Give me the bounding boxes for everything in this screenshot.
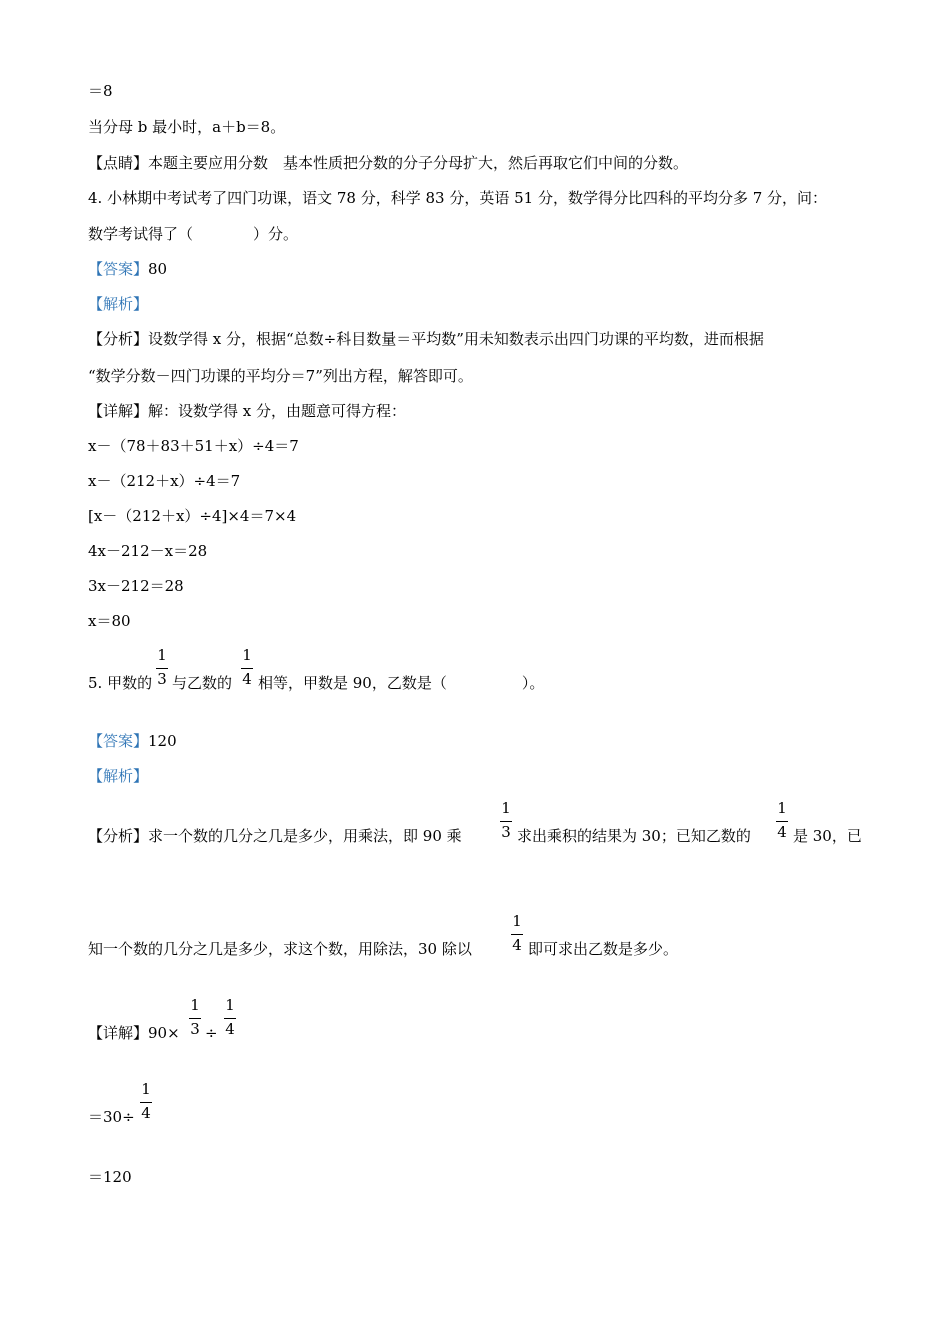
- dianjing-line: [88, 153, 688, 173]
- equation-line-2: x－（212＋x）÷4＝7: [88, 472, 241, 490]
- answer-tag: 【答案】: [88, 260, 149, 278]
- analysis-tag-4: 【解析】: [88, 295, 149, 313]
- equation-line-6: x＝80: [88, 612, 131, 630]
- xiangjie-expression: 90×: [148, 1024, 180, 1042]
- fraction-numerator: 1: [225, 996, 235, 1014]
- fenxi-text: 设数学得 x 分，根据“总数÷科目数量＝平均数”用未知数表示出四门功课的平均数，进而根据: [148, 330, 764, 348]
- fraction-one-third: [500, 799, 512, 841]
- xiangjie-5-line-2: ＝30÷: [88, 1108, 135, 1126]
- fraction-numerator: 1: [501, 799, 511, 817]
- analysis-tag-5: 【解析】: [88, 767, 149, 785]
- xiangjie-4: [88, 401, 406, 421]
- equation-line-5: 3x－212＝28: [88, 577, 184, 595]
- fraction-denominator: 4: [242, 670, 252, 688]
- fraction-one-fourth: [140, 1080, 152, 1122]
- fraction-denominator: 3: [190, 1020, 200, 1038]
- fraction-numerator: 1: [190, 996, 200, 1014]
- question-5-part-2: 与乙数的: [172, 674, 233, 692]
- fraction-denominator: 3: [501, 823, 511, 841]
- fraction-numerator: 1: [512, 912, 522, 930]
- xiangjie-text: 解：设数学得 x 分，由题意可得方程：: [148, 402, 407, 420]
- question-5-part-3: 相等，甲数是 90，乙数是（ ）。: [258, 674, 545, 692]
- fraction-denominator: 4: [777, 823, 787, 841]
- fraction-numerator: 1: [777, 799, 787, 817]
- fraction-one-fourth: [224, 996, 236, 1038]
- xiangjie-tag: 【详解】: [88, 1024, 149, 1042]
- dianjing-tag: 【点睛】: [88, 154, 149, 172]
- fraction-numerator: 1: [242, 646, 252, 664]
- xiangjie-5-line-3: ＝120: [88, 1168, 132, 1186]
- fraction-one-third: [156, 646, 168, 688]
- question-5-part-1: 5. 甲数的: [88, 674, 153, 692]
- fraction-one-fourth: [776, 799, 788, 841]
- fenxi-5-line-2-part-2: 即可求出乙数是多少。: [528, 940, 679, 958]
- fenxi-4-line-1: [88, 329, 764, 349]
- question-4-line-2: 数学考试得了（ ）分。: [88, 225, 299, 243]
- answer-5: [88, 731, 177, 751]
- fenxi-text: 求一个数的几分之几是多少，用乘法，即 90 乘: [148, 827, 462, 845]
- fenxi-tag: 【分析】: [88, 330, 149, 348]
- fenxi-5-line-2-part-1: 知一个数的几分之几是多少，求这个数，用除法，30 除以: [88, 940, 472, 958]
- answer-tag: 【答案】: [88, 732, 149, 750]
- fraction-denominator: 4: [225, 1020, 235, 1038]
- fenxi-4-line-2: “数学分数－四门功课的平均分＝7”列出方程，解答即可。: [88, 367, 473, 385]
- equation-line-4: 4x－212－x＝28: [88, 542, 208, 560]
- fenxi-5-part-2: 求出乘积的结果为 30；已知乙数的: [517, 827, 751, 845]
- fenxi-tag: 【分析】: [88, 827, 149, 845]
- step-result-line: ＝8: [88, 82, 113, 100]
- fraction-numerator: 1: [157, 646, 167, 664]
- fraction-one-third: [189, 996, 201, 1038]
- answer-value: 120: [148, 732, 177, 750]
- conclusion-line: 当分母 b 最小时，a＋b＝8。: [88, 118, 286, 136]
- divide-sign: ÷: [205, 1024, 218, 1042]
- question-4-line-1: 4. 小林期中考试考了四门功课，语文 78 分，科学 83 分，英语 51 分，数学得分比四科的平均分多 7 分，问：: [88, 189, 828, 207]
- equation-line-1: x－（78＋83＋51＋x）÷4＝7: [88, 437, 299, 455]
- answer-value: 80: [148, 260, 168, 278]
- xiangjie-5-line-1: [88, 1023, 180, 1043]
- fraction-denominator: 4: [512, 936, 522, 954]
- fraction-denominator: 3: [157, 670, 167, 688]
- fraction-numerator: 1: [141, 1080, 151, 1098]
- fenxi-5-part-1: [88, 826, 462, 846]
- xiangjie-tag: 【详解】: [88, 402, 149, 420]
- dianjing-text: 本题主要应用分数 基本性质把分数的分子分母扩大，然后再取它们中间的分数。: [148, 154, 689, 172]
- answer-4: [88, 259, 167, 279]
- fraction-one-fourth: [511, 912, 523, 954]
- fraction-denominator: 4: [141, 1104, 151, 1122]
- fenxi-5-part-3: 是 30，已: [793, 827, 862, 845]
- fraction-one-fourth: [241, 646, 253, 688]
- equation-line-3: [x－（212＋x）÷4]×4＝7×4: [88, 507, 297, 525]
